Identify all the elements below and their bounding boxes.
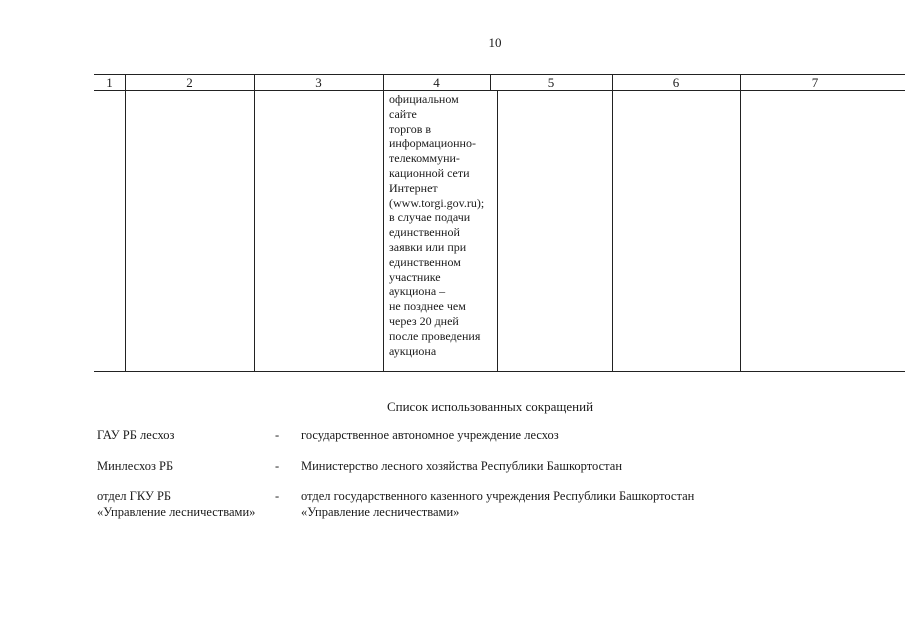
column-header: 7 xyxy=(811,75,819,90)
cell-line: после проведения xyxy=(389,328,481,343)
column-header: 3 xyxy=(315,75,322,90)
term-line: Минлесхоз РБ xyxy=(97,459,174,473)
abbreviation-term xyxy=(97,458,173,474)
cell-line: аукциона – xyxy=(389,284,446,299)
abbreviation-definition xyxy=(301,427,559,443)
abbreviation-dash: - xyxy=(275,489,280,503)
cell-line: через 20 дней xyxy=(389,313,459,328)
cell-line: не позднее чем xyxy=(389,299,466,314)
definition-line: отдел государственного казенного учреждения Республики Башкортостан xyxy=(301,489,695,503)
cell-line: (www.torgi.gov.ru); xyxy=(389,195,485,210)
cell-line: участнике xyxy=(389,269,441,284)
abbreviation-dash: - xyxy=(275,459,280,473)
table-col-divider xyxy=(740,74,741,372)
cell-line: торгов в xyxy=(389,121,432,136)
table-header-border xyxy=(94,90,905,91)
column-header: 6 xyxy=(672,75,680,90)
table-bottom-border xyxy=(94,371,905,372)
table-col-divider xyxy=(612,74,613,372)
table-col-divider xyxy=(254,74,255,372)
column-header: 2 xyxy=(186,75,193,90)
abbreviation-term xyxy=(97,427,174,443)
cell-line: единственной xyxy=(389,225,460,240)
abbreviation-term xyxy=(97,488,255,520)
page-number: 10 xyxy=(488,35,502,50)
data-table xyxy=(94,74,905,374)
cell-line: аукциона xyxy=(389,343,437,358)
table-cell-col4 xyxy=(389,92,501,358)
cell-line: официальном xyxy=(389,92,459,106)
term-line: «Управление лесничествами» xyxy=(97,505,256,519)
cell-line: заявки или при xyxy=(389,239,467,254)
definition-line: Министерство лесного хозяйства Республики Башкортостан xyxy=(301,459,623,473)
table-col-divider xyxy=(125,74,126,372)
abbreviation-definition xyxy=(301,488,694,520)
column-header: 4 xyxy=(433,75,440,90)
cell-line: единственном xyxy=(389,254,461,269)
abbreviations-title: Список использованных сокращений xyxy=(386,399,594,414)
cell-line: Интернет xyxy=(389,180,438,195)
definition-line: государственное автономное учреждение лесхоз xyxy=(301,428,559,442)
column-header: 5 xyxy=(547,75,555,90)
term-line: отдел ГКУ РБ xyxy=(97,489,172,503)
cell-line: телекоммуни- xyxy=(389,151,460,166)
column-header: 1 xyxy=(106,75,113,90)
abbreviation-dash: - xyxy=(275,428,280,442)
table-col-divider xyxy=(383,74,384,372)
term-line: ГАУ РБ лесхоз xyxy=(97,428,175,442)
cell-line: сайте xyxy=(389,106,417,121)
abbreviation-definition xyxy=(301,458,622,474)
cell-line: информационно- xyxy=(389,136,476,151)
cell-line: кационной сети xyxy=(389,165,470,180)
definition-line: «Управление лесничествами» xyxy=(301,505,460,519)
cell-line: в случае подачи xyxy=(389,210,471,225)
